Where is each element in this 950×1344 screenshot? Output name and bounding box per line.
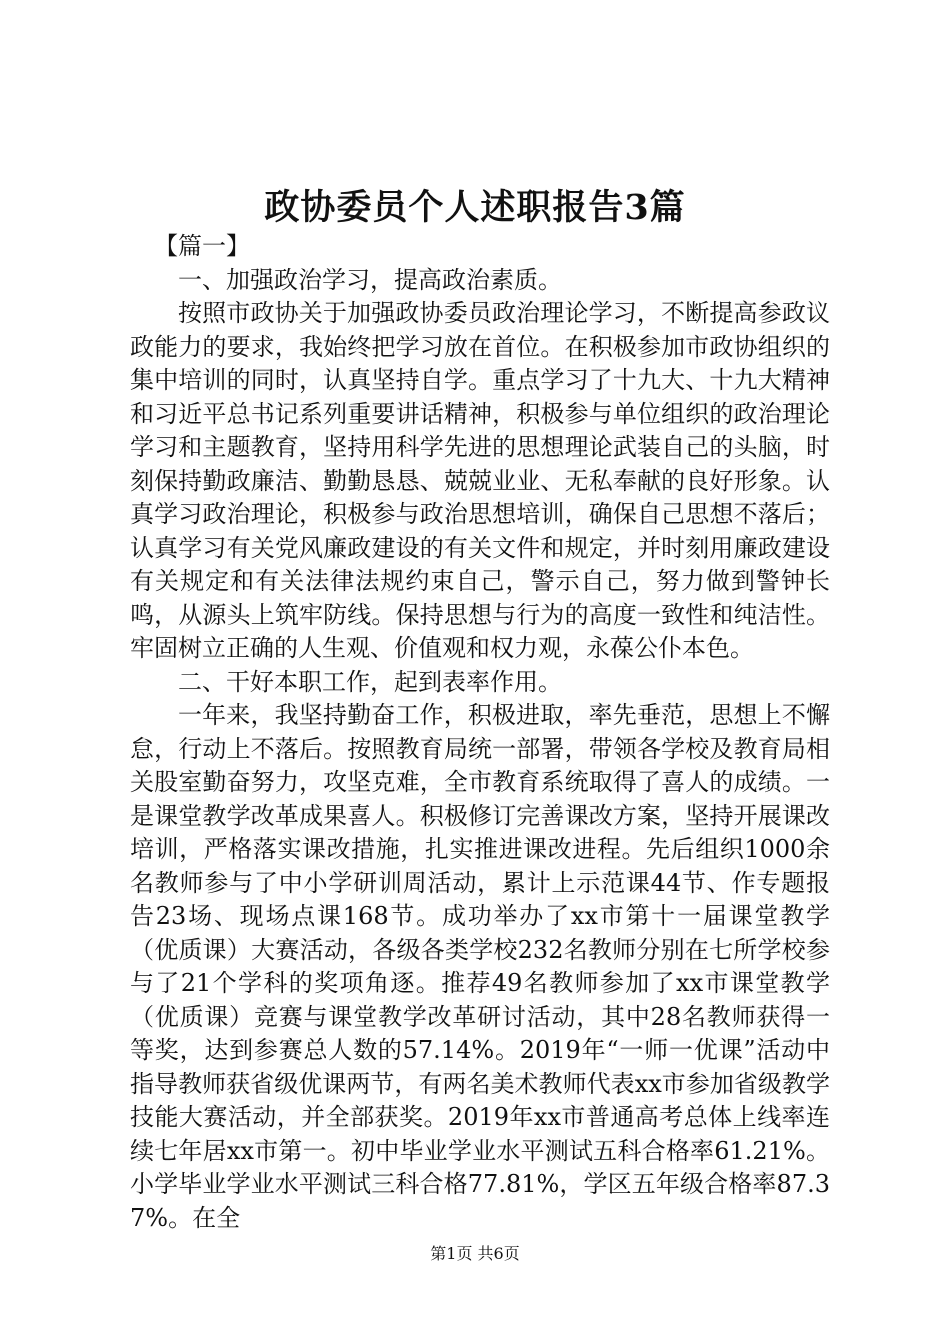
document-title: 政协委员个人述职报告3篇 [264,187,686,228]
page-footer: 第1页 共6页 [430,1244,520,1263]
section-label: 【篇一】 [154,232,250,260]
paragraph-2: 一年来，我坚持勤奋工作，积极进取，率先垂范，思想上不懈怠，行动上不落后。按照教育局统一部署，带领各学校及教育局相关股室勤奋努力，攻坚克难，全市教育系统取得了喜人的成绩。一是课堂教学改革成果喜人。积极修订完善课改方案，坚持开展课改培训，严格落实课改措施，扎实推进课改进程。先后组织1000余名教师参与了中小学研训周活动，累计上示范课44节、作专题报告23场、现场点课168节。成功举办了xx市第十一届课堂教学（优质课）大赛活动，各级各类学校232名教师分别在七所学校参与了21个学科的奖项角逐。推荐49名教师参加了xx市课堂教学（优质课）竞赛与课堂教学改革研讨活动，其中28名教师获得一等奖，达到参赛总人数的57.14%。2019年“一师一优课”活动中指导教师获省级优课两节，有两名美术教师代表xx市参加省级教学技能大赛活动，并全部获奖。2019年xx市普通高考总体上线率连续七年居xx市第一。初中毕业学业水平测试五科合格率61.21%。小学毕业学业水平测试三科合格77.81%，学区五年级合格率87.37%。在全 [130,701,830,1232]
paragraph-1: 按照市政协关于加强政协委员政治理论学习，不断提高参政议政能力的要求，我始终把学习放在首位。在积极参加市政协组织的集中培训的同时，认真坚持自学。重点学习了十九大、十九大精神和习近平总书记系列重要讲话精神，积极参与单位组织的政治理论学习和主题教育，坚持用科学先进的思想理论武装自己的头脑，时刻保持勤政廉洁、勤勤恳恳、兢兢业业、无私奉献的良好形象。认真学习政治理论，积极参与政治思想培训，确保自己思想不落后；认真学习有关党风廉政建设的有关文件和规定，并时刻用廉政建设有关规定和有关法律法规约束自己，警示自己，努力做到警钟长鸣，从源头上筑牢防线。保持思想与行为的高度一致性和纯洁性。牢固树立正确的人生观、价值观和权力观，永葆公仆本色。 [130,299,830,662]
document-body [130,230,830,1235]
section-heading-2: 二、干好本职工作，起到表率作用。 [178,667,562,696]
section-heading-1: 一、加强政治学习，提高政治素质。 [178,265,562,294]
